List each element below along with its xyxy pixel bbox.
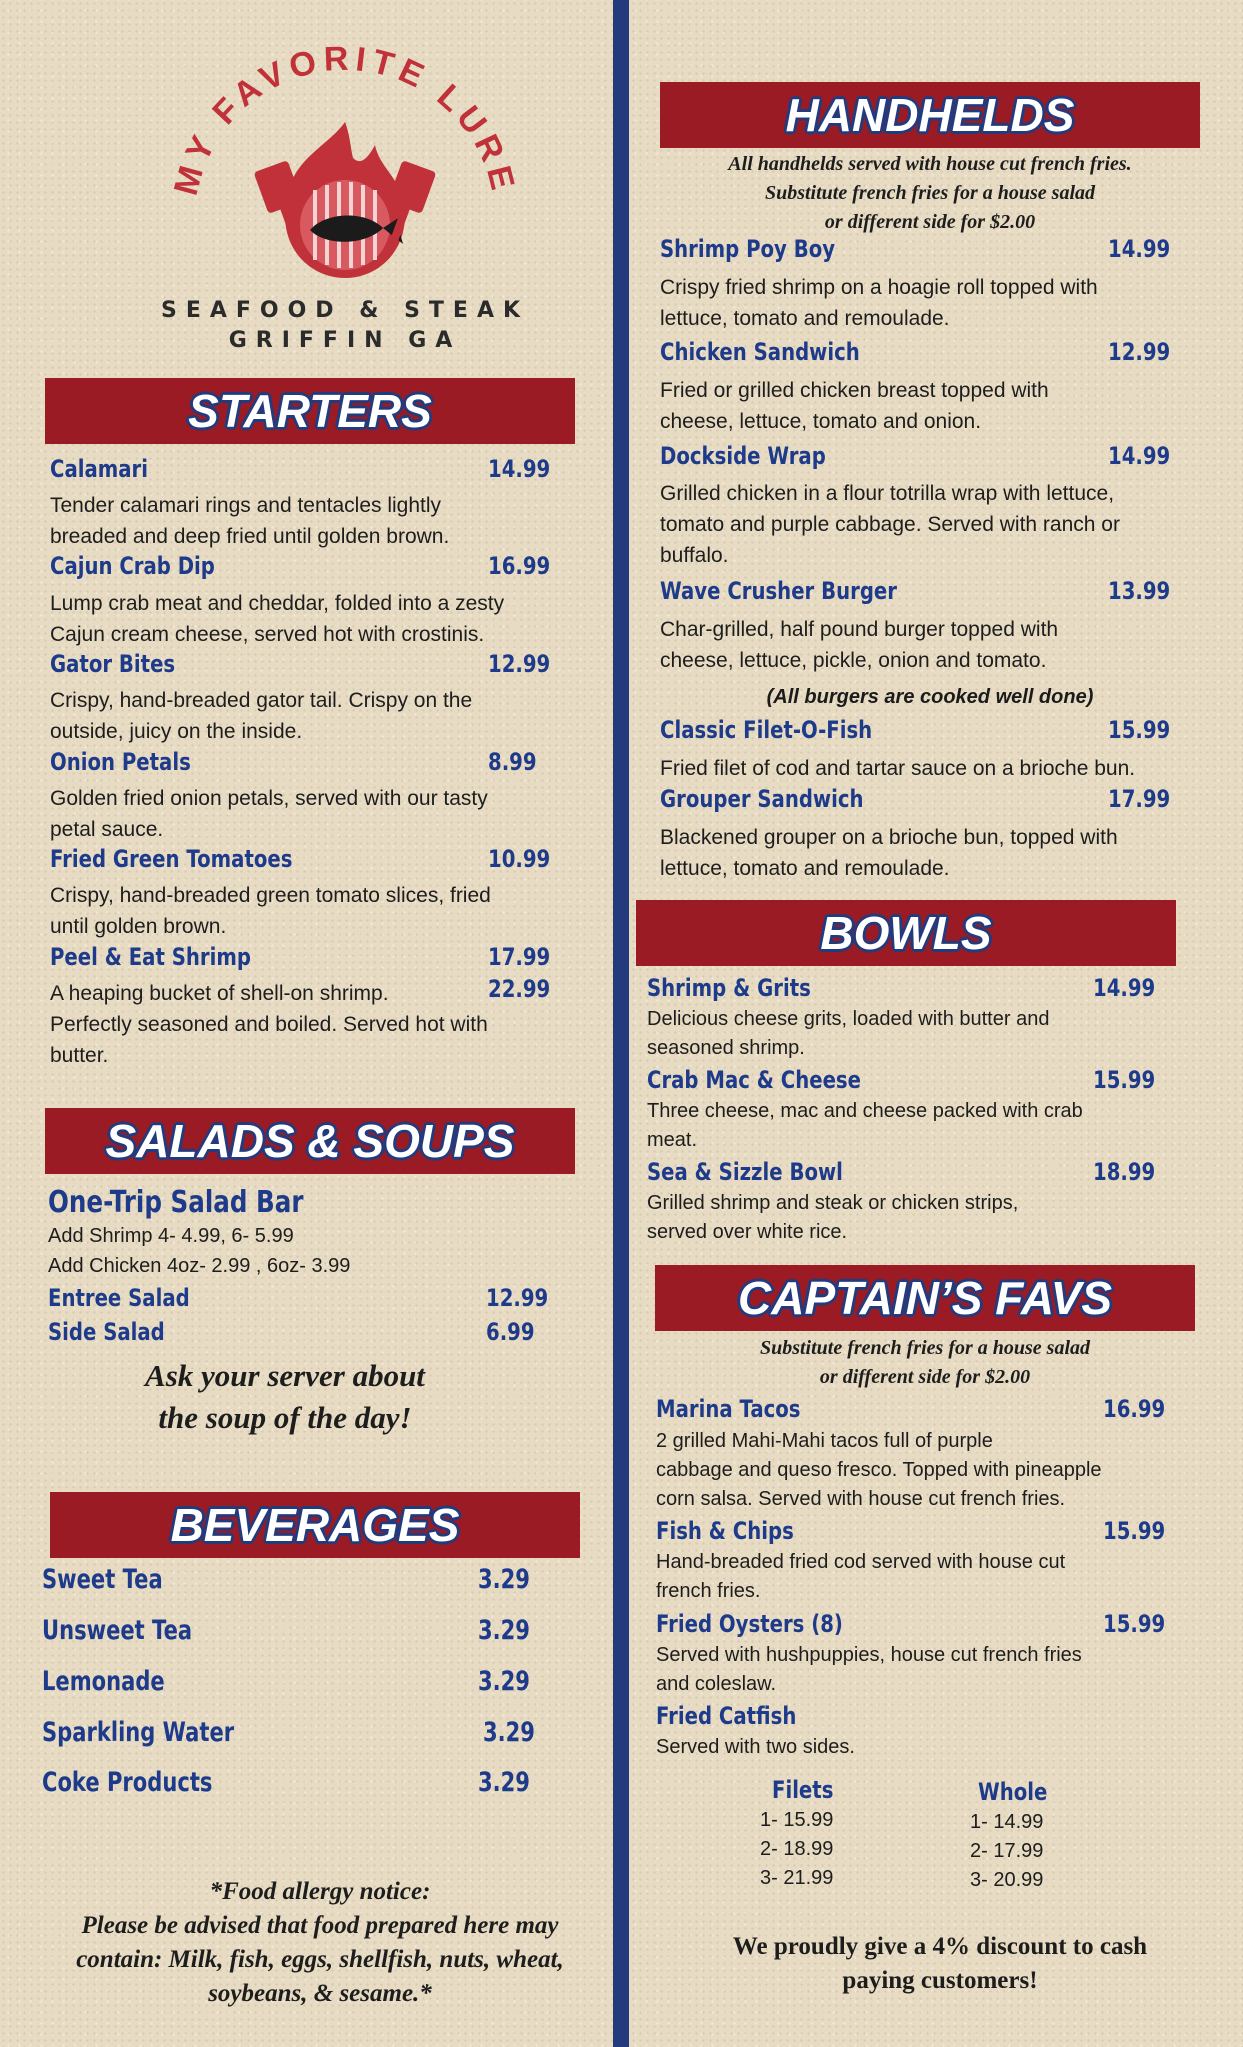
- price-dockside-wrap: 14.99: [1108, 442, 1171, 470]
- price-fried-oysters: 15.99: [1103, 1610, 1166, 1638]
- starters-title: STARTERS: [188, 385, 432, 437]
- item-grouper-sandwich: Grouper Sandwich: [660, 785, 864, 813]
- price-classic-filet-o-fish: 15.99: [1108, 716, 1171, 744]
- catfish-whole-prices: 1- 14.99 2- 17.99 3- 20.99: [970, 1811, 1044, 1891]
- bev-lemonade: Lemonade: [42, 1666, 165, 1697]
- price-side-salad: 6.99: [486, 1318, 535, 1346]
- desc-fried-green-tomatoes: Crispy, hand-breaded green tomato slices, fried until golden brown.: [50, 884, 491, 938]
- item-shrimp-poy-boy: Shrimp Poy Boy: [660, 235, 836, 263]
- desc-sea-sizzle-bowl: Grilled shrimp and steak or chicken strips, served over white rice.: [647, 1192, 1019, 1243]
- logo-location: GRIFFIN GA: [228, 328, 462, 353]
- handhelds-title: HANDHELDS: [785, 89, 1075, 141]
- captains-note: Substitute french fries for a house salad or different side for $2.00: [759, 1337, 1091, 1388]
- beverages-banner: [50, 1492, 580, 1558]
- item-salad-bar: One-Trip Salad Bar: [48, 1185, 304, 1220]
- item-entree-salad: Entree Salad: [48, 1284, 190, 1312]
- column-divider: [613, 0, 629, 2047]
- item-marina-tacos: Marina Tacos: [656, 1395, 801, 1423]
- desc-fried-catfish: Served with two sides.: [656, 1736, 855, 1758]
- price-lemonade: 3.29: [478, 1666, 530, 1697]
- price-sparkling-water: 3.29: [483, 1717, 535, 1748]
- salads-title: SALADS & SOUPS: [105, 1115, 515, 1167]
- salad-add-chicken: Add Chicken 4oz- 2.99 , 6oz- 3.99: [48, 1255, 351, 1277]
- price-chicken-sandwich: 12.99: [1108, 338, 1171, 366]
- catfish-filets-prices: 1- 15.99 2- 18.99 3- 21.99: [760, 1809, 834, 1889]
- item-fried-oysters: Fried Oysters (8): [656, 1610, 843, 1638]
- desc-peel-eat-shrimp: A heaping bucket of shell-on shrimp. Perfectly seasoned and boiled. Served hot with butter.: [50, 982, 488, 1067]
- price-coke-products: 3.29: [478, 1767, 530, 1798]
- desc-dockside-wrap: Grilled chicken in a flour totrilla wrap with lettuce, tomato and purple cabbage. Served with ranch or buffalo.: [660, 482, 1120, 567]
- desc-wave-crusher-burger: Char-grilled, half pound burger topped with cheese, lettuce, pickle, onion and tomato.: [660, 618, 1059, 672]
- price-shrimp-poy-boy: 14.99: [1108, 235, 1171, 263]
- salad-add-shrimp: Add Shrimp 4- 4.99, 6- 5.99: [48, 1225, 294, 1247]
- item-wave-crusher-burger: Wave Crusher Burger: [660, 577, 897, 605]
- desc-shrimp-poy-boy: Crispy fried shrimp on a hoagie roll topped with lettuce, tomato and remoulade.: [660, 276, 1098, 330]
- price-fish-chips: 15.99: [1103, 1517, 1166, 1545]
- item-peel-eat-shrimp: Peel & Eat Shrimp: [50, 943, 251, 971]
- soup-note: Ask your server about the soup of the day!: [145, 1358, 425, 1435]
- bev-coke-products: Coke Products: [42, 1767, 213, 1798]
- item-side-salad: Side Salad: [48, 1318, 165, 1346]
- desc-crab-mac-cheese: Three cheese, mac and cheese packed with crab meat.: [647, 1100, 1083, 1151]
- price-wave-crusher-burger: 13.99: [1108, 577, 1171, 605]
- captains-banner: [655, 1265, 1195, 1331]
- price-unsweet-tea: 3.29: [478, 1615, 530, 1646]
- desc-marina-tacos: 2 grilled Mahi-Mahi tacos full of purple cabbage and queso fresco. Topped with pineapple corn salsa. Served with house cut french fries.: [656, 1430, 1102, 1510]
- price-shrimp-grits: 14.99: [1093, 974, 1156, 1002]
- desc-grouper-sandwich: Blackened grouper on a brioche bun, topped with lettuce, tomato and remoulade.: [660, 826, 1118, 880]
- item-dockside-wrap: Dockside Wrap: [660, 442, 826, 470]
- left-column: [42, 0, 580, 2047]
- bowls-title: BOWLS: [820, 907, 992, 959]
- price-onion-petals: 8.99: [488, 748, 537, 776]
- price-gator-bites: 12.99: [488, 650, 551, 678]
- item-crab-mac-cheese: Crab Mac & Cheese: [647, 1066, 861, 1094]
- price-sea-sizzle-bowl: 18.99: [1093, 1158, 1156, 1186]
- logo-tagline: SEAFOOD & STEAK: [160, 298, 530, 323]
- bev-unsweet-tea: Unsweet Tea: [42, 1615, 193, 1646]
- desc-classic-filet-o-fish: Fried filet of cod and tartar sauce on a brioche bun.: [660, 757, 1136, 780]
- item-classic-filet-o-fish: Classic Filet-O-Fish: [660, 716, 873, 744]
- handhelds-banner: [660, 82, 1200, 148]
- logo-graphic: [135, 40, 555, 340]
- item-shrimp-grits: Shrimp & Grits: [647, 974, 811, 1002]
- desc-chicken-sandwich: Fried or grilled chicken breast topped with cheese, lettuce, tomato and onion.: [660, 379, 1049, 433]
- handhelds-note: All handhelds served with house cut french fries. Substitute french fries for a house salad or different side for $2.00: [728, 153, 1132, 233]
- price-sweet-tea: 3.29: [478, 1564, 530, 1595]
- item-cajun-crab-dip: Cajun Crab Dip: [50, 552, 215, 580]
- desc-fish-chips: Hand-breaded fried cod served with house cut french fries.: [656, 1551, 1066, 1602]
- allergy-notice: *Food allergy notice: Please be advised that food prepared here may contain: Milk, fish, eggs, shellfish, nuts, wheat, soybeans, & sesame.*: [76, 1878, 564, 2007]
- price-peel-eat-shrimp: 17.99: [488, 943, 551, 971]
- right-column: [647, 0, 1220, 2047]
- item-gator-bites: Gator Bites: [50, 650, 176, 678]
- price-fried-green-tomatoes: 10.99: [488, 845, 551, 873]
- desc-cajun-crab-dip: Lump crab meat and cheddar, folded into a zesty Cajun cream cheese, served hot with crostinis.: [50, 592, 505, 646]
- price-grouper-sandwich: 17.99: [1108, 785, 1171, 813]
- restaurant-logo: [135, 40, 555, 360]
- item-sea-sizzle-bowl: Sea & Sizzle Bowl: [647, 1158, 843, 1186]
- item-fried-catfish: Fried Catfish: [656, 1702, 797, 1730]
- item-chicken-sandwich: Chicken Sandwich: [660, 338, 860, 366]
- price-calamari: 14.99: [488, 455, 551, 483]
- burger-note: (All burgers are cooked well done): [766, 686, 1094, 708]
- captains-title: CAPTAIN’S FAVS: [738, 1272, 1112, 1324]
- item-calamari: Calamari: [50, 455, 148, 483]
- catfish-whole-label: Whole: [978, 1778, 1048, 1806]
- desc-fried-oysters: Served with hushpuppies, house cut french fries and coleslaw.: [656, 1644, 1082, 1695]
- cash-discount-note: We proudly give a 4% discount to cash paying customers!: [732, 1933, 1148, 1994]
- catfish-filets-label: Filets: [772, 1776, 834, 1804]
- desc-gator-bites: Crispy, hand-breaded gator tail. Crispy on the outside, juicy on the inside.: [50, 689, 473, 743]
- price-marina-tacos: 16.99: [1103, 1395, 1166, 1423]
- logo-arc-text: MY FAVORITE LURE: [166, 40, 524, 200]
- item-fried-green-tomatoes: Fried Green Tomatoes: [50, 845, 293, 873]
- starters-banner: [45, 378, 575, 444]
- bowls-banner: [636, 900, 1176, 966]
- item-onion-petals: Onion Petals: [50, 748, 191, 776]
- price-crab-mac-cheese: 15.99: [1093, 1066, 1156, 1094]
- price-cajun-crab-dip: 16.99: [488, 552, 551, 580]
- bev-sweet-tea: Sweet Tea: [42, 1564, 163, 1595]
- item-fish-chips: Fish & Chips: [656, 1517, 794, 1545]
- desc-onion-petals: Golden fried onion petals, served with our tasty petal sauce.: [50, 787, 488, 841]
- desc-shrimp-grits: Delicious cheese grits, loaded with butter and seasoned shrimp.: [647, 1008, 1050, 1059]
- price-entree-salad: 12.99: [486, 1284, 549, 1312]
- beverages-title: BEVERAGES: [170, 1499, 460, 1551]
- desc-calamari: Tender calamari rings and tentacles lightly breaded and deep fried until golden brown.: [50, 494, 450, 548]
- bev-sparkling-water: Sparkling Water: [42, 1717, 235, 1748]
- salads-banner: [45, 1108, 575, 1174]
- price2-peel-eat-shrimp: 22.99: [488, 975, 551, 1003]
